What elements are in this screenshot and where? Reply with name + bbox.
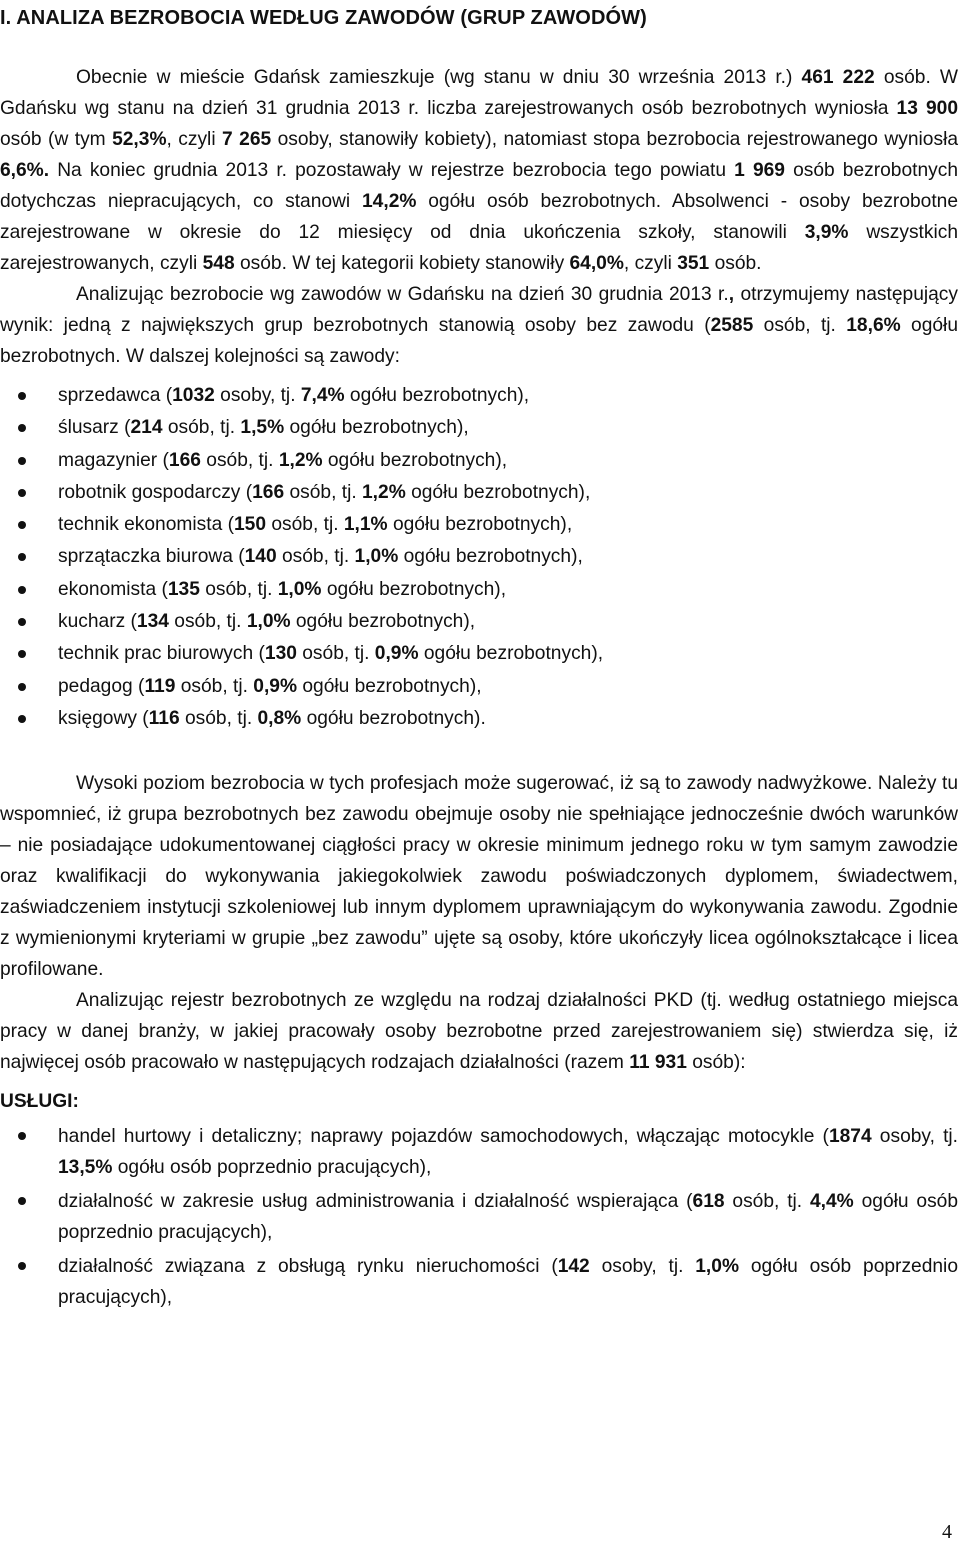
text-run: ( xyxy=(222,514,234,536)
emphasized-value: 13,5% xyxy=(58,1157,113,1179)
profession-item xyxy=(0,638,958,670)
emphasized-value: 1,0% xyxy=(695,1256,739,1278)
profession-count: 135 xyxy=(167,578,200,600)
emphasized-value: 1 969 xyxy=(734,160,785,181)
text-run: osób. xyxy=(709,253,762,274)
emphasized-value: 618 xyxy=(692,1191,725,1213)
profession-name: ekonomista xyxy=(58,578,157,600)
profession-unit: osób xyxy=(289,481,332,503)
text-run: , tj. xyxy=(312,514,344,536)
profession-percent: 1,0% xyxy=(277,578,322,600)
profession-item xyxy=(0,703,958,735)
profession-unit: osób xyxy=(271,514,313,536)
profession-percent: 1,1% xyxy=(343,514,388,536)
profession-percent: 1,2% xyxy=(278,449,323,471)
pkd-paragraph xyxy=(0,985,958,1078)
emphasized-value: 18,6% xyxy=(846,315,901,336)
text-run: , xyxy=(577,546,583,568)
page-number: 4 xyxy=(942,1521,952,1543)
text-run: Obecnie w mieście Gdańsk zamieszkuje (wg stanu w dniu 30 września 2013 r.) xyxy=(76,67,802,88)
emphasized-value: 548 xyxy=(202,253,235,274)
text-run: ogółu bezrobotnych) xyxy=(301,707,481,729)
text-run: , xyxy=(463,417,469,439)
text-run: , tj. xyxy=(222,675,254,697)
text-run: Wysoki poziom bezrobocia w tych profesjach może sugerować, iż są to zawody nadwyżkowe. Należy tu wspomnieć, iż grupa bezrobotnych bez zawodu obejmuje osoby nie spełniające jednocześnie dwóch warunków – nie posiadające udokumentowanej ciągłości pracy w okresie minimum jednego roku w tym samym zawodzie oraz kwalifikacji do wykonywania jakiegokolwiek zawodu poświadczonych dyplomem, świadectwem, zaświadczeniem instytucji szkoleniowej lub innym dyplomem uprawniającym do wykonywania zawodu. Zgodnie z wymienionymi kryteriami w grupie „bez zawodu” ujęte są osoby, które ukończyły licea ogólnokształcące i licea profilowane. xyxy=(0,773,958,981)
text-run: ( xyxy=(232,546,245,568)
text-run: ogółu osób poprzednio pracujących), xyxy=(58,1256,958,1309)
text-run: , tj. xyxy=(331,481,363,503)
text-run: , czyli xyxy=(166,129,223,150)
profession-percent: 0,9% xyxy=(253,675,298,697)
emphasized-value: 3,9% xyxy=(804,222,849,243)
profession-percent: 0,8% xyxy=(257,707,302,729)
text-run: , tj. xyxy=(323,546,355,568)
text-run: , xyxy=(500,578,507,600)
profession-name: ślusarz xyxy=(58,417,119,439)
text-run: ogółu bezrobotnych) xyxy=(290,611,470,633)
text-run: ( xyxy=(136,707,149,729)
profession-item xyxy=(0,574,958,606)
profession-unit: osób xyxy=(302,643,344,665)
emphasized-value: 142 xyxy=(557,1256,590,1278)
text-run: , xyxy=(523,385,530,406)
profession-item xyxy=(0,445,958,477)
text-run: osób (w tym xyxy=(0,129,113,150)
text-run: osoby, stanowiły kobiety), natomiast stopa bezrobocia rejestrowanego wyniosła xyxy=(271,129,959,150)
analysis-paragraph xyxy=(0,279,958,372)
profession-percent: 1,0% xyxy=(246,611,291,633)
text-run: otrzymujemy następujący wynik: jedną z największych grup bezrobotnych stanowią osoby bez zawodu ( xyxy=(0,284,958,336)
text-run: , tj. xyxy=(247,449,279,471)
text-run: ogółu osób bezrobotnych. Absolwenci - osoby bezrobotne zarejestrowane w okresie do 12 miesięcy od dnia ukończenia szkoły, stanowili xyxy=(0,191,959,243)
emphasized-value: 1874 xyxy=(828,1126,872,1148)
emphasized-value: 64,0% xyxy=(569,253,624,274)
text-run: działalność związana z obsługą rynku nieruchomości ( xyxy=(58,1256,558,1278)
text-run: , tj. xyxy=(226,707,258,729)
profession-item xyxy=(0,380,958,412)
emphasized-value: 13 900 xyxy=(896,98,959,119)
profession-unit: osoby xyxy=(220,385,270,406)
profession-unit: osób xyxy=(206,449,248,471)
text-run: osób. W Gdańsku wg stanu na dzień 31 grudnia 2013 r. liczba zarejestrowanych osób bezrobotnych wyniosła xyxy=(0,67,959,119)
profession-name: robotnik gospodarczy xyxy=(58,481,241,503)
text-run: ogółu bezrobotnych) xyxy=(418,643,598,665)
text-run: ( xyxy=(253,643,265,665)
emphasized-value: 14,2% xyxy=(362,191,417,212)
profession-name: pedagog xyxy=(58,675,133,697)
profession-count: 140 xyxy=(244,546,277,568)
text-run: osoby, tj. xyxy=(589,1256,696,1278)
profession-percent: 1,2% xyxy=(362,481,406,503)
text-run: , tj. xyxy=(269,385,301,406)
text-run: ogółu bezrobotnych) xyxy=(387,514,567,536)
profession-percent: 0,9% xyxy=(374,643,419,665)
intro-paragraph xyxy=(0,62,958,279)
industry-item xyxy=(0,1121,958,1183)
profession-count: 130 xyxy=(264,643,297,665)
spacer xyxy=(0,735,958,768)
text-run: działalność w zakresie usług administrowania i działalność wspierająca ( xyxy=(58,1191,693,1213)
text-run: osób, tj. xyxy=(724,1191,810,1213)
profession-unit: osób xyxy=(205,578,247,600)
profession-item xyxy=(0,509,958,541)
emphasized-value: 11 931 xyxy=(629,1052,687,1074)
text-run: ( xyxy=(118,417,131,439)
emphasized-value: , xyxy=(728,284,735,305)
text-run: ogółu bezrobotnych. W dalszej kolejności są zawody: xyxy=(0,315,958,367)
text-run: Analizując rejestr bezrobotnych ze względu na rodzaj działalności PKD (tj. według ostatniego miejsca pracy w danej branży, w jakiej pracowały osoby bezrobotne przed zarejestrowaniem się) stwierdza się, iż najwięcej osób pracowało w następujących rodzajach działalności (razem xyxy=(0,990,958,1074)
industry-item xyxy=(0,1186,958,1248)
profession-name: sprzedawca xyxy=(58,385,161,406)
profession-name: magazynier xyxy=(58,449,158,471)
text-run: osób bezrobotnych dotychczas niepracujących, co stanowi xyxy=(0,160,959,212)
emphasized-value: 7 265 xyxy=(222,129,272,150)
text-run: , xyxy=(566,514,573,536)
emphasized-value: 461 222 xyxy=(801,67,875,88)
text-run: ( xyxy=(132,675,145,697)
profession-unit: osób xyxy=(167,417,210,439)
profession-count: 116 xyxy=(148,707,180,729)
profession-name: sprzątaczka biurowa xyxy=(58,546,233,568)
text-run: wszystkich zarejestrowanych, czyli xyxy=(0,222,958,274)
text-run: , xyxy=(476,675,482,697)
text-run: ogółu bezrobotnych) xyxy=(344,385,524,406)
text-run: ( xyxy=(157,449,169,471)
profession-item xyxy=(0,541,958,573)
emphasized-value: 4,4% xyxy=(810,1191,854,1213)
text-run: , tj. xyxy=(246,578,278,600)
profession-item xyxy=(0,412,958,444)
surplus-paragraph xyxy=(0,768,958,985)
text-run: Na koniec grudnia 2013 r. pozostawały w rejestrze bezrobocia tego powiatu xyxy=(49,160,735,181)
profession-name: technik prac biurowych xyxy=(58,643,254,665)
profession-count: 166 xyxy=(168,449,201,471)
text-run: , xyxy=(597,643,604,665)
profession-percent: 1,0% xyxy=(354,546,399,568)
profession-unit: osób xyxy=(282,546,324,568)
section-heading: I. ANALIZA BEZROBOCIA WEDŁUG ZAWODÓW (GRUP ZAWODÓW) xyxy=(0,7,647,29)
text-run: ( xyxy=(156,578,168,600)
emphasized-value: 52,3% xyxy=(112,129,167,150)
emphasized-value: 2585 xyxy=(710,315,754,336)
text-run: , tj. xyxy=(215,611,247,633)
profession-item xyxy=(0,477,958,509)
professions-list xyxy=(0,380,958,735)
text-run: , tj. xyxy=(209,417,241,439)
profession-name: księgowy xyxy=(58,707,137,729)
uslugi-list xyxy=(0,1121,958,1313)
text-run: ogółu bezrobotnych) xyxy=(322,449,502,471)
profession-unit: osób xyxy=(174,611,216,633)
uslugi-label: USŁUGI: xyxy=(0,1091,79,1113)
text-run: . xyxy=(480,707,486,729)
profession-item xyxy=(0,671,958,703)
text-run: ogółu bezrobotnych) xyxy=(398,546,578,568)
text-run: ogółu osób poprzednio pracujących), xyxy=(112,1157,432,1179)
text-run: , czyli xyxy=(623,253,678,274)
text-run: ogółu bezrobotnych) xyxy=(405,481,585,503)
text-run: ( xyxy=(125,611,137,633)
text-run: ( xyxy=(240,481,253,503)
text-run: , tj. xyxy=(343,643,375,665)
profession-name: technik ekonomista xyxy=(58,514,223,536)
text-run: ogółu bezrobotnych) xyxy=(321,578,501,600)
profession-item xyxy=(0,606,958,638)
profession-unit: osób xyxy=(180,675,223,697)
profession-unit: osób xyxy=(184,707,227,729)
industry-item xyxy=(0,1251,958,1313)
profession-count: 1032 xyxy=(172,385,215,406)
profession-count: 150 xyxy=(233,514,266,536)
emphasized-value: 6,6%. xyxy=(0,160,50,181)
profession-name: kucharz xyxy=(58,611,126,633)
text-run: ( xyxy=(160,385,173,406)
profession-count: 166 xyxy=(252,481,285,503)
profession-percent: 1,5% xyxy=(240,417,285,439)
text-run: osób): xyxy=(686,1052,746,1074)
text-run: ogółu osób poprzednio pracujących), xyxy=(58,1191,959,1244)
text-run: , xyxy=(501,449,508,471)
profession-percent: 7,4% xyxy=(300,385,345,406)
text-run: osób. W tej kategorii kobiety stanowiły xyxy=(234,253,570,274)
emphasized-value: 351 xyxy=(677,253,710,274)
text-run: Analizując bezrobocie wg zawodów w Gdańsku na dzień 30 grudnia 2013 r. xyxy=(76,284,729,305)
text-run: , xyxy=(584,481,591,503)
text-run: osób, tj. xyxy=(753,315,847,336)
profession-count: 214 xyxy=(130,417,163,439)
text-run: handel hurtowy i detaliczny; naprawy pojazdów samochodowych, włączając motocykle ( xyxy=(58,1126,829,1148)
text-run: osoby, tj. xyxy=(871,1126,958,1148)
profession-count: 119 xyxy=(144,675,176,697)
text-run: ogółu bezrobotnych) xyxy=(284,417,464,439)
text-run: ogółu bezrobotnych) xyxy=(297,675,477,697)
text-run: , xyxy=(469,611,476,633)
profession-count: 134 xyxy=(136,611,169,633)
